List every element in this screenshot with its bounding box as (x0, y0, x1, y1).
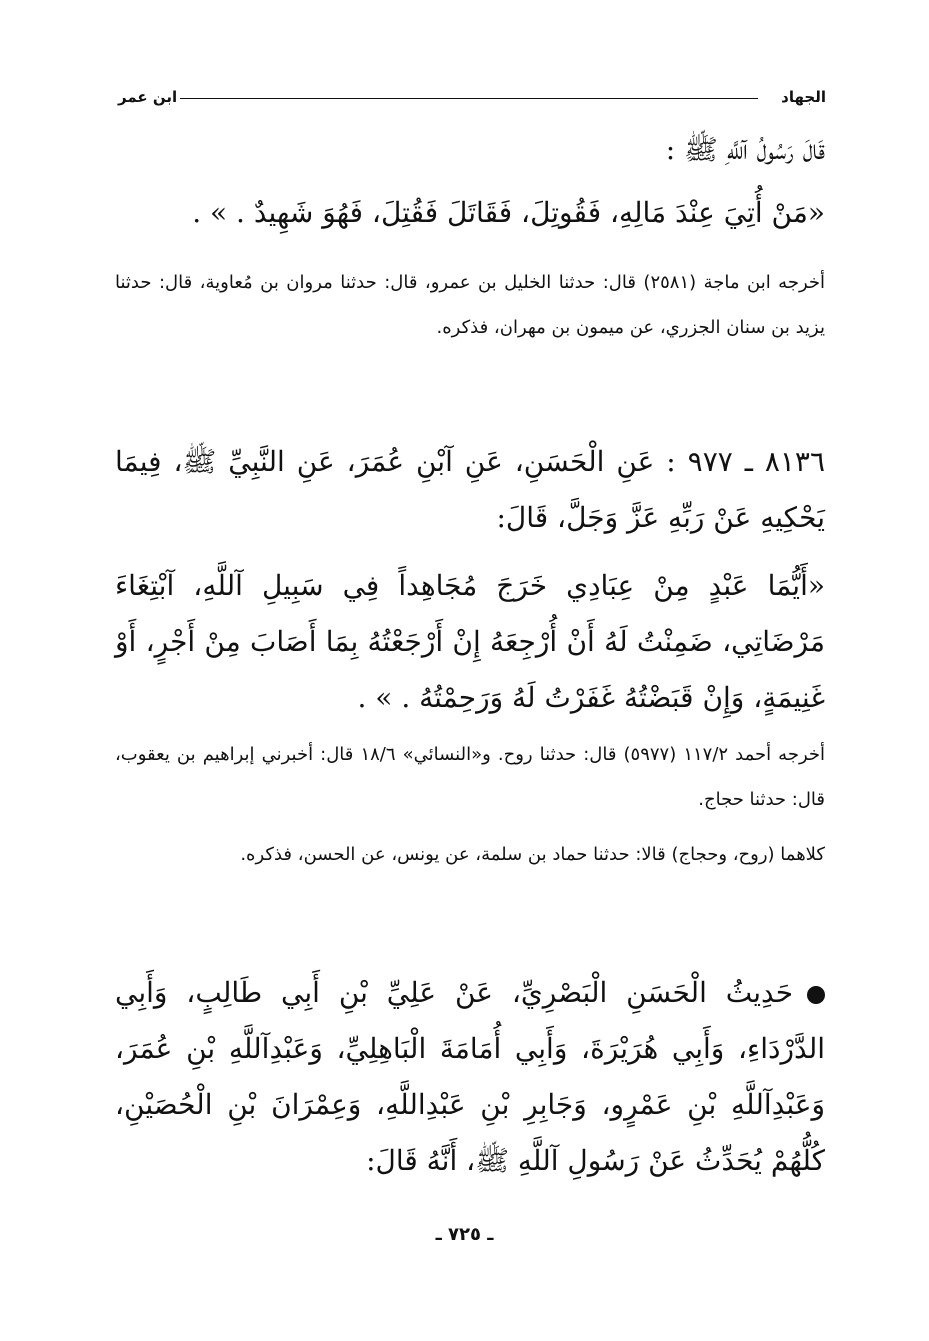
section-title: ابن عمر (118, 88, 178, 106)
header-rule (180, 98, 758, 99)
hadith-matn: «أَيُّمَا عَبْدٍ مِنْ عِبَادِي خَرَجَ مُجَاهِداً فِي سَبِيلِ آللَّهِ، آبْتِغَاءَ مَرْضَاتِي، ضَمِنْتُ لَهُ أَنْ أُرْجِعَهُ إِنْ أَرْجَعْتُهُ بِمَا أَصَابَ مِنْ أَجْرٍ، أَوْ غَنِيمَةٍ، وَإِنْ قَبَضْتُهُ غَفَرْتُ لَهُ وَرَحِمْتُهُ . » . (115, 569, 825, 714)
section-heading-paragraph: حَدِيثُ الْحَسَنِ الْبَصْرِيِّ، عَنْ عَلِيِّ بْنِ أَبِي طَالِبٍ، وَأَبِي الدَّرْدَاءِ، وَأَبِي هُرَيْرَةَ، وَأَبِي أُمَامَةَ الْبَاهِلِيِّ، وَعَبْدِآللَّهِ بْنِ عُمَرَ، وَعَبْدِآللَّهِ بْنِ عَمْرٍو، وَجَابِرِ بْنِ عَبْدِاللَّهِ، وَعِمْرَانَ بْنِ الْحُصَيْنِ، كُلُّهُمْ يُحَدِّثُ عَنْ رَسُولِ آللَّهِ ﷺ، أَنَّهُ قَالَ: (115, 976, 825, 1177)
takhrij-note: أخرجه ابن ماجة (٢٥٨١) قال: حدثنا الخليل بن عمرو، قال: حدثنا مروان بن مُعاوية، قال: حدثنا يزيد بن سنان الجزري، عن ميمون بن مهران، فذكره. (115, 272, 826, 338)
takhrij-note: كلاهما (روح، وحجاج) قالا: حدثنا حماد بن سلمة، عن يونس، عن الحسن، فذكره. (240, 844, 825, 865)
hadith-intro-line: قَالَ رَسُولُ آللَّهِ ﷺ : (665, 133, 825, 166)
takhrij-note: أخرجه أحمد ١١٧/٢ (٥٩٧٧) قال: حدثنا روح. و«النسائي» ١٨/٦ قال: أخبرني إبراهيم بن يعقوب، قال: حدثنا حجاج. (115, 744, 826, 810)
hadith-isnad: ٨١٣٦ ـ ٩٧٧ : عَنِ الْحَسَنِ، عَنِ آبْنِ عُمَرَ، عَنِ النَّبِيِّ ﷺ، فِيمَا يَحْكِيهِ عَنْ رَبِّهِ عَزَّ وَجَلَّ، قَالَ: (115, 445, 825, 534)
running-header (118, 84, 826, 112)
hadith-text: «مَنْ أُتِيَ عِنْدَ مَالِهِ، فَقُوتِلَ، فَقَاتَلَ فَقُتِلَ، فَهُوَ شَهِيدٌ . » . (192, 196, 825, 229)
chapter-title: الجهاد (781, 88, 826, 106)
page-number: ـ ٧٢٥ ـ (435, 1224, 494, 1245)
bullet-icon (807, 986, 825, 1004)
